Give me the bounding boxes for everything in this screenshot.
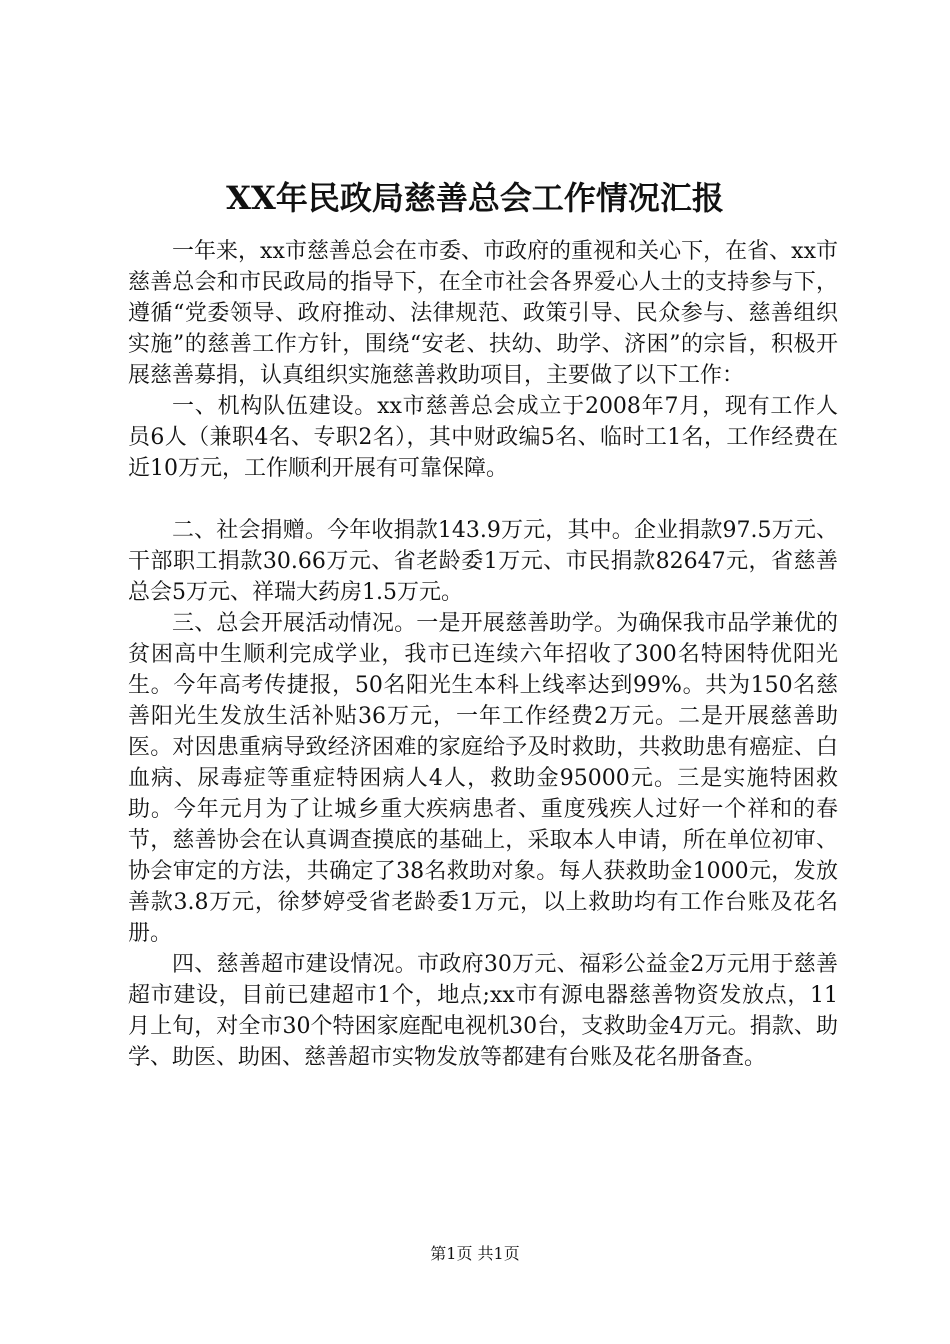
paragraph-intro: 一年来，xx市慈善总会在市委、市政府的重视和关心下，在省、xx市慈善总会和市民政局的指导下，在全市社会各界爱心人士的支持参与下，遵循“党委领导、政府推动、法律规范、政策引导、民众参与、慈善组织实施”的慈善工作方针，围绕“安老、扶幼、助学、济困”的宗旨，积极开展慈善募捐，认真组织实施慈善救助项目，主要做了以下工作：: [128, 239, 838, 388]
paragraph-organization: 一、机构队伍建设。xx市慈善总会成立于2008年7月，现有工作人员6人（兼职4名、专职2名），其中财政编5名、临时工1名，工作经费在近10万元，工作顺利开展有可靠保障。: [128, 394, 838, 481]
document-title: XX年民政局慈善总会工作情况汇报: [226, 179, 724, 217]
paragraph-spacer: [128, 484, 838, 515]
paragraph-activities: 三、总会开展活动情况。一是开展慈善助学。为确保我市品学兼优的贫困高中生顺利完成学业，我市已连续六年招收了300名特困特优阳光生。今年高考传捷报，50名阳光生本科上线率达到99%。共为150名慈善阳光生发放生活补贴36万元，一年工作经费2万元。二是开展慈善助医。对因患重病导致经济困难的家庭给予及时救助，共救助患有癌症、白血病、尿毒症等重症特困病人4人，救助金95000元。三是实施特困救助。今年元月为了让城乡重大疾病患者、重度残疾人过好一个祥和的春节，慈善协会在认真调查摸底的基础上，采取本人申请，所在单位初审、协会审定的方法，共确定了38名救助对象。每人获救助金1000元，发放善款3.8万元，徐梦婷受省老龄委1万元，以上救助均有工作台账及花名册。: [128, 611, 838, 946]
document-body: [128, 236, 838, 1073]
paragraph-donations: 二、社会捐赠。今年收捐款143.9万元，其中。企业捐款97.5万元、干部职工捐款30.66万元、省老龄委1万元、市民捐款82647元，省慈善总会5万元、祥瑞大药房1.5万元。: [128, 518, 838, 605]
paragraph-charity-supermarket: 四、慈善超市建设情况。市政府30万元、福彩公益金2万元用于慈善超市建设，目前已建超市1个，地点;xx市有源电器慈善物资发放点，11月上旬，对全市30个特困家庭配电视机30台，支救助金4万元。捐款、助学、助医、助困、慈善超市实物发放等都建有台账及花名册备查。: [128, 952, 838, 1070]
page-footer: 第1页 共1页: [430, 1244, 520, 1263]
